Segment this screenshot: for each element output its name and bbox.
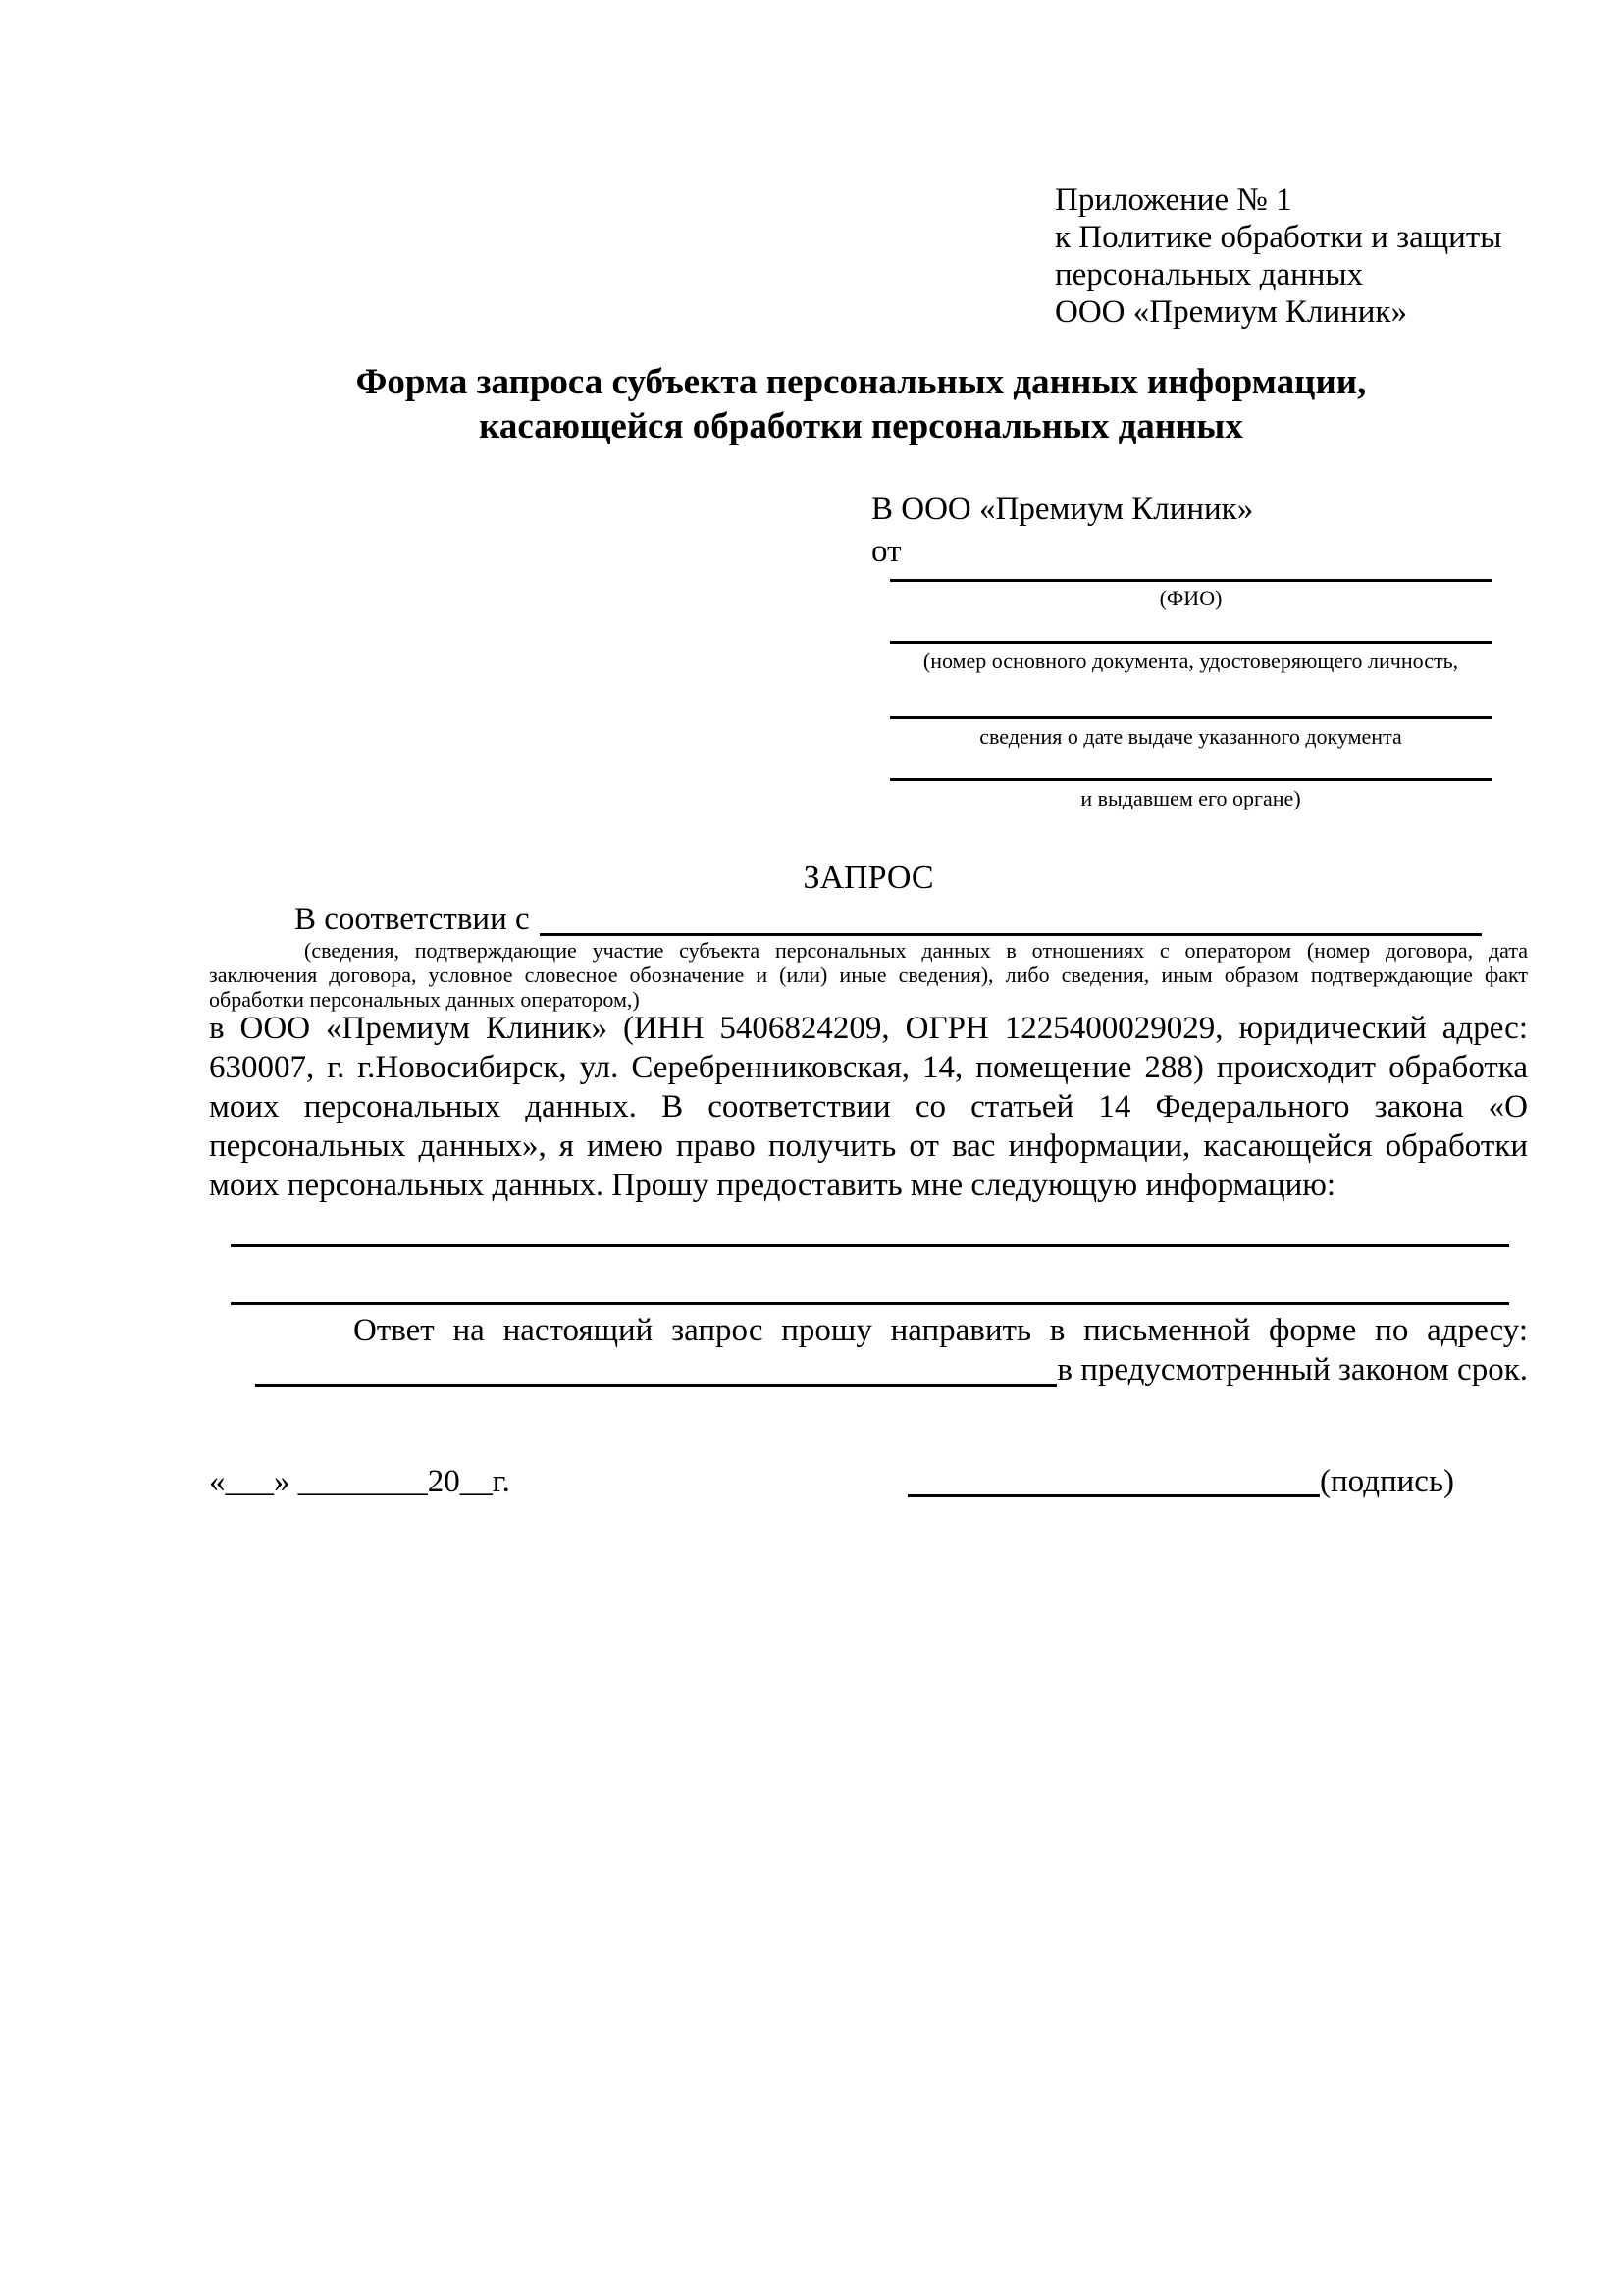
note-block [209, 938, 1528, 1012]
lead-line [294, 901, 1482, 938]
issuing-authority-caption: и выдавшем его органе) [1080, 786, 1301, 810]
addressee-block [871, 489, 1490, 573]
body-line: персональных данных», я имею право получить от вас информации, касающейся обработки [209, 1128, 1528, 1164]
information-write-line-1 [231, 1244, 1509, 1247]
fio-caption: (ФИО) [1159, 586, 1223, 610]
date-field: «___» ________20__г. [209, 1464, 510, 1499]
addressee-from-label: от [871, 534, 902, 569]
note-line: обработки персональных данных оператором,) [209, 987, 640, 1012]
issue-date-write-line [890, 716, 1492, 719]
body-line: 630007, г. г.Новосибирск, ул. Серебренниковская, 14, помещение 288) происходит обработка [209, 1050, 1528, 1085]
request-heading: ЗАПРОС [803, 860, 934, 896]
body-line: моих персональных данных. Прошу предоставить мне следующую информацию: [209, 1168, 1336, 1203]
response-suffix: в предусмотренный законом срок. [1057, 1352, 1528, 1387]
appendix-line: ООО «Премиум Клиник» [1055, 294, 1407, 330]
document-number-write-line [890, 641, 1492, 644]
appendix-line: Приложение № 1 [1055, 183, 1292, 218]
body-paragraph [209, 1009, 1528, 1205]
signature-caption: (подпись) [1320, 1464, 1454, 1499]
appendix-line: персональных данных [1055, 257, 1364, 292]
note-line: заключения договора, условное словесное обозначение и (или) иные сведения), либо сведения, иным образом подтверждающие факт [209, 963, 1528, 987]
appendix-line: к Политике обработки и защиты [1055, 220, 1502, 255]
fio-write-line [890, 579, 1492, 582]
document-title-line: касающейся обработки персональных данных [479, 406, 1243, 446]
document-number-caption: (номер основного документа, удостоверяющего личность, [922, 649, 1459, 673]
lead-label: В соответствии с [294, 902, 530, 937]
issuing-authority-write-line [890, 778, 1492, 781]
document-title [196, 360, 1526, 448]
response-line: Ответ на настоящий запрос прошу направить в письменной форме по адресу: [353, 1313, 1528, 1348]
body-line: моих персональных данных. В соответствии со статьей 14 Федерального закона «О [209, 1089, 1528, 1124]
issue-date-caption: сведения о дате выдаче указанного документа [979, 724, 1402, 749]
address-write-line [255, 1350, 1057, 1387]
addressee-to: В ООО «Премиум Клиник» [871, 492, 1254, 527]
note-line: (сведения, подтверждающие участие субъекта персональных данных в отношениях с оператором (номер договора, дата [304, 938, 1528, 963]
information-write-line-2 [231, 1302, 1509, 1305]
document-title-line: Форма запроса субъекта персональных данных информации, [355, 362, 1367, 402]
lead-write-line [540, 901, 1482, 936]
body-line: в ООО «Премиум Клиник» (ИНН 5406824209, ОГРН 1225400029029, юридический адрес: [209, 1011, 1528, 1046]
signature-write-line [908, 1462, 1320, 1497]
response-address-row [255, 1350, 1528, 1389]
appendix-reference-block [1055, 182, 1516, 331]
